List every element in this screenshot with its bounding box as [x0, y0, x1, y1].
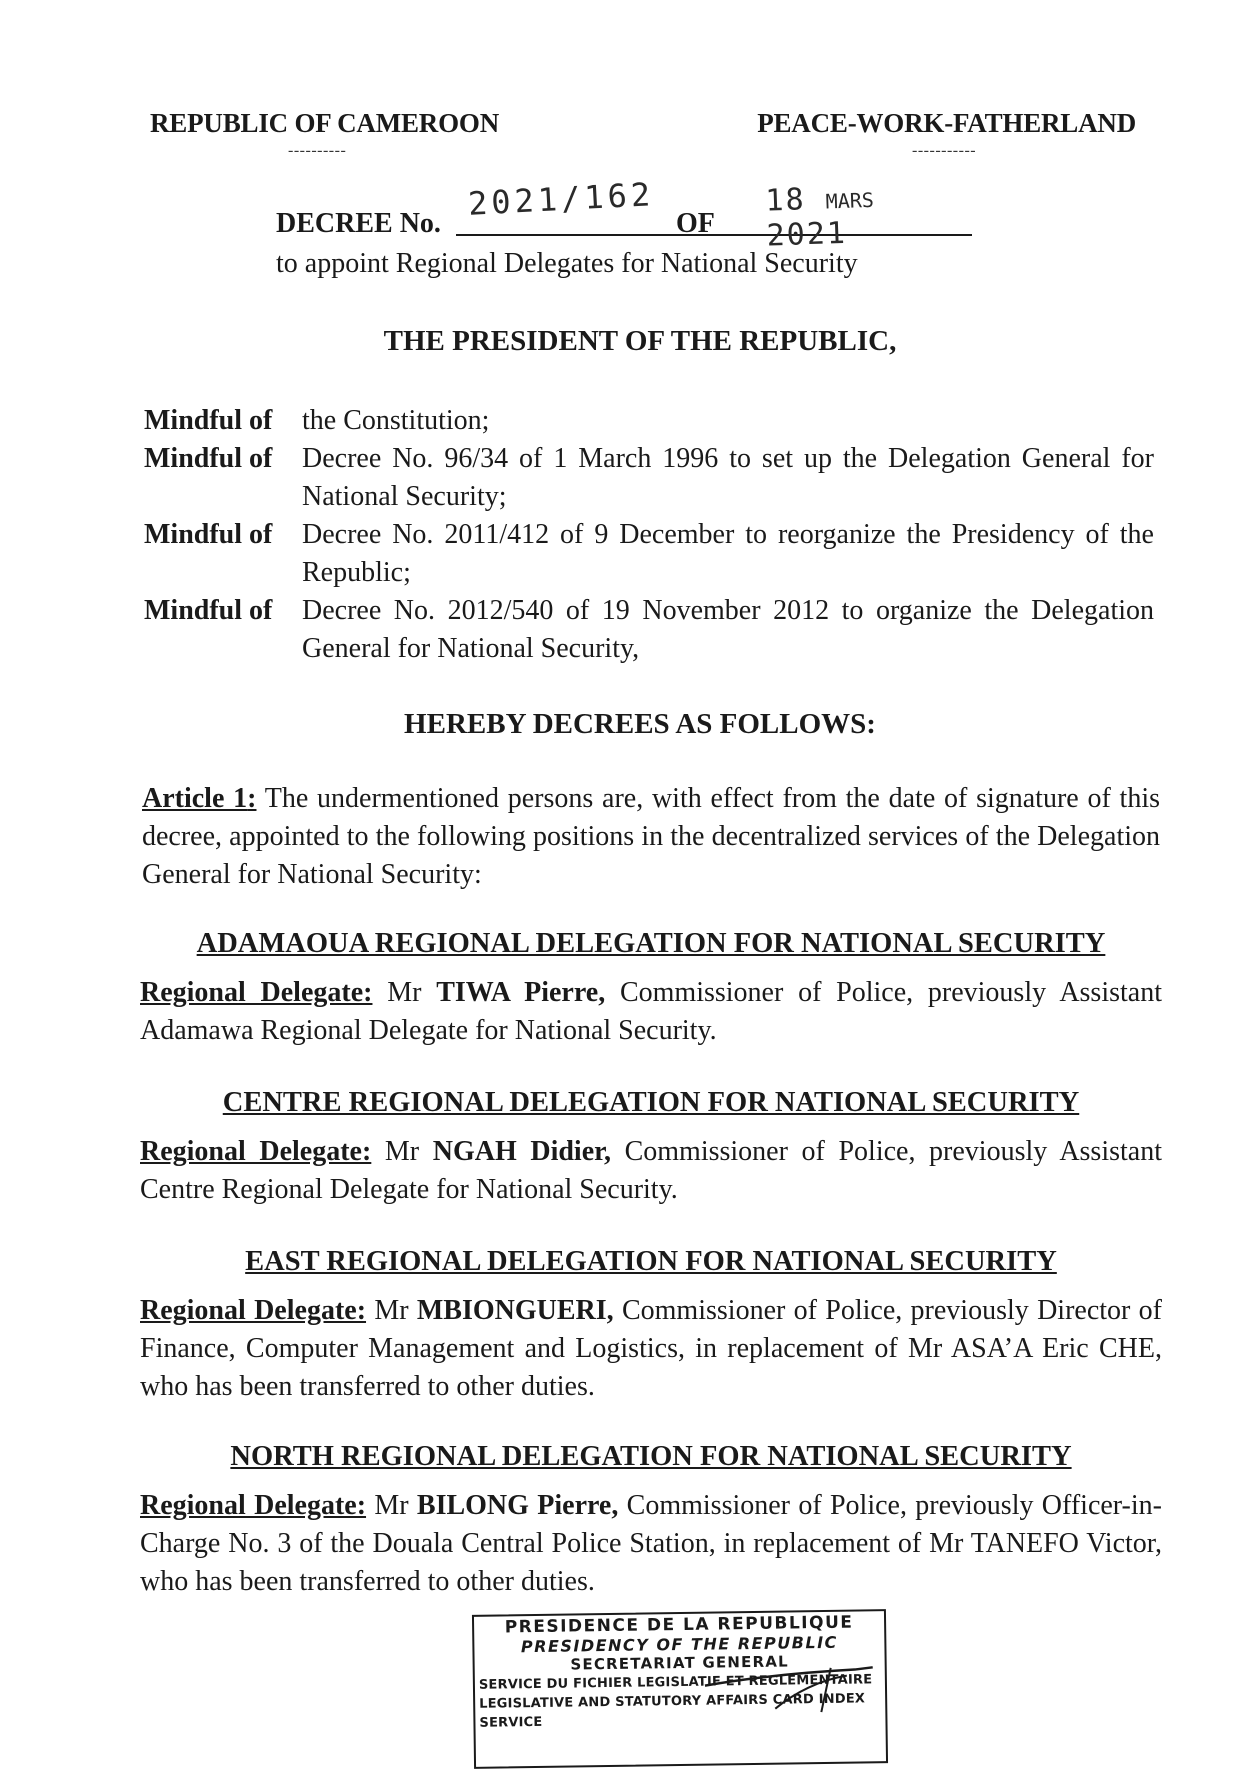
stamp-line: PRESIDENCE DE LA REPUBLIQUE	[504, 1612, 854, 1638]
mindful-text: Decree No. 2012/540 of 19 November 2012 to organize the Delegation General for National Security,	[302, 595, 1154, 664]
delegate-title: Mr	[372, 977, 437, 1008]
decree-label: DECREE No.	[276, 208, 441, 239]
section-title: NORTH REGIONAL DELEGATION FOR NATIONAL SECURITY	[230, 1441, 1072, 1472]
decree-number: 2021/162	[467, 175, 655, 223]
decree-subtitle: to appoint Regional Delegates for National Security	[276, 248, 858, 279]
section-north	[140, 1441, 1162, 1601]
delegate-label: Regional Delegate:	[140, 1295, 367, 1326]
decree-date-day: 18	[764, 182, 807, 219]
section-body	[140, 974, 1162, 1050]
delegate-name: MBIONGUERI,	[416, 1295, 614, 1326]
mindful-label: Mindful of	[144, 519, 273, 550]
article-1-colon: :	[247, 783, 257, 814]
section-title: CENTRE REGIONAL DELEGATION FOR NATIONAL SECURITY	[222, 1087, 1080, 1118]
mindful-text: Decree No. 2011/412 of 9 December to reorganize the Presidency of the Republic;	[302, 519, 1154, 588]
delegate-title: Mr	[366, 1295, 417, 1326]
stamp-line: SERVICE DU FICHIER LEGISLATIF ET REGLEMENTAIRE	[478, 1672, 873, 1693]
mindful-item	[144, 440, 1154, 516]
section-body	[140, 1133, 1162, 1209]
stamp-line: SECRETARIAT GENERAL	[570, 1652, 789, 1674]
motto-heading: PEACE-WORK-FATHERLAND	[757, 108, 1136, 138]
country-heading: REPUBLIC OF CAMEROON	[150, 108, 500, 138]
heading-divider-right: -----------	[912, 142, 977, 159]
stamp-line: PRESIDENCY OF THE REPUBLIC	[520, 1632, 838, 1657]
section-body	[140, 1292, 1162, 1406]
mindful-item	[144, 592, 1154, 668]
delegate-text: Commissioner of Police, previously Director of Finance, Computer Management and Logistics, in replacement of Mr ASA’A Eric CHE, who has been transferred to other duties.	[140, 1295, 1162, 1402]
delegate-title: Mr	[366, 1490, 417, 1521]
mindful-text: the Constitution;	[302, 405, 490, 436]
hereby-heading: HEREBY DECREES AS FOLLOWS:	[404, 708, 876, 740]
article-1-text: The undermentioned persons are, with effect from the date of signature of this decree, appointed to the following positions in the decentralized services of the Delegation General for National Security:	[142, 783, 1161, 890]
decree-of-label: OF	[676, 208, 715, 239]
delegate-label: Regional Delegate:	[140, 977, 373, 1008]
heading-divider-left: ----------	[288, 142, 347, 159]
decree-date-month: MARS	[825, 187, 875, 214]
article-1-paragraph	[142, 780, 1160, 894]
section-east	[140, 1246, 1162, 1406]
section-centre	[140, 1087, 1162, 1209]
mindful-list	[144, 402, 1154, 668]
section-body	[140, 1487, 1162, 1601]
delegate-name: NGAH Didier,	[432, 1136, 611, 1167]
section-adamaoua	[140, 928, 1162, 1050]
presidency-stamp	[472, 1609, 888, 1769]
delegate-name: BILONG Pierre,	[416, 1490, 619, 1521]
mindful-item	[144, 402, 1154, 440]
signature-scribble-icon	[474, 1611, 886, 1767]
mindful-label: Mindful of	[144, 443, 273, 474]
delegate-text: Commissioner of Police, previously Assistant Adamawa Regional Delegate for National Security.	[140, 977, 1162, 1046]
mindful-label: Mindful of	[144, 595, 273, 626]
decree-date-year: 2021	[766, 215, 848, 254]
decree-number-line	[276, 175, 972, 254]
delegate-text: Commissioner of Police, previously Assistant Centre Regional Delegate for National Security.	[140, 1136, 1162, 1205]
delegate-title: Mr	[371, 1136, 433, 1167]
delegate-label: Regional Delegate:	[140, 1490, 367, 1521]
delegate-text: Commissioner of Police, previously Officer-in-Charge No. 3 of the Douala Central Police Station, in replacement of Mr TANEFO Victor, who has been transferred to other duties.	[140, 1490, 1162, 1597]
mindful-label: Mindful of	[144, 405, 273, 436]
mindful-item	[144, 516, 1154, 592]
delegate-name: TIWA Pierre,	[436, 977, 606, 1008]
section-title: EAST REGIONAL DELEGATION FOR NATIONAL SECURITY	[245, 1246, 1057, 1277]
decree-date	[765, 176, 973, 253]
president-heading: THE PRESIDENT OF THE REPUBLIC,	[383, 325, 897, 357]
delegate-label: Regional Delegate:	[140, 1136, 372, 1167]
section-title: ADAMAOUA REGIONAL DELEGATION FOR NATIONAL SECURITY	[196, 928, 1106, 959]
article-1-label: Article 1	[142, 783, 248, 814]
stamp-line: LEGISLATIVE AND STATUTORY AFFAIRS CARD INDEX SERVICE	[479, 1691, 866, 1731]
mindful-text: Decree No. 96/34 of 1 March 1996 to set up the Delegation General for National Security;	[302, 443, 1154, 512]
